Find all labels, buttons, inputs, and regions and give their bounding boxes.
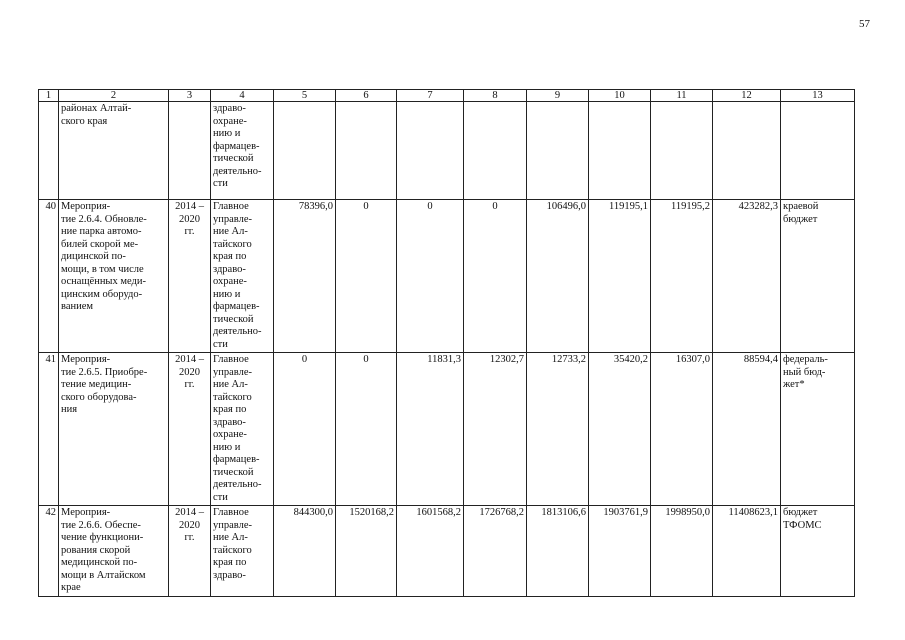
value-col-12 bbox=[713, 102, 781, 200]
value-col-9: 106496,0 bbox=[527, 200, 589, 353]
column-header: 12 bbox=[713, 90, 781, 102]
value-col-8 bbox=[464, 102, 527, 200]
value-col-7 bbox=[397, 102, 464, 200]
value-col-9 bbox=[527, 102, 589, 200]
column-header: 10 bbox=[589, 90, 651, 102]
value-col-7: 0 bbox=[397, 200, 464, 353]
column-header: 7 bbox=[397, 90, 464, 102]
column-header: 5 bbox=[274, 90, 336, 102]
table-row bbox=[39, 200, 855, 353]
value-col-11: 16307,0 bbox=[651, 353, 713, 506]
row-number: 42 bbox=[39, 506, 59, 597]
period bbox=[169, 102, 211, 200]
column-header: 13 bbox=[781, 90, 855, 102]
value-col-10: 119195,1 bbox=[589, 200, 651, 353]
table-row bbox=[39, 102, 855, 200]
table-row bbox=[39, 353, 855, 506]
period: 2014 – 2020 гг. bbox=[169, 200, 211, 353]
funding-source: краевой бюджет bbox=[781, 200, 855, 353]
value-col-5: 844300,0 bbox=[274, 506, 336, 597]
measure-name: Мероприя- тие 2.6.6. Обеспе- чение функциони- рования скорой медицинской по- мощи в Алтайском крае bbox=[59, 506, 169, 597]
column-header: 9 bbox=[527, 90, 589, 102]
measure-name: районах Алтай- ского края bbox=[59, 102, 169, 200]
value-col-8: 1726768,2 bbox=[464, 506, 527, 597]
table-row bbox=[39, 506, 855, 597]
value-col-5: 78396,0 bbox=[274, 200, 336, 353]
column-header: 2 bbox=[59, 90, 169, 102]
funding-source bbox=[781, 102, 855, 200]
value-col-10: 35420,2 bbox=[589, 353, 651, 506]
value-col-9: 1813106,6 bbox=[527, 506, 589, 597]
header-row bbox=[39, 90, 855, 102]
measure-name: Мероприя- тие 2.6.4. Обновле- ние парка автомо- билей скорой ме- дицинской по- мощи, в том числе оснащённых меди- цинским оборудо- ванием bbox=[59, 200, 169, 353]
executor: Главное управле- ние Ал- тайского края по здраво- bbox=[211, 506, 274, 597]
period: 2014 – 2020 гг. bbox=[169, 353, 211, 506]
value-col-7: 1601568,2 bbox=[397, 506, 464, 597]
funding-source: бюджет ТФОМС bbox=[781, 506, 855, 597]
value-col-8: 12302,7 bbox=[464, 353, 527, 506]
value-col-5 bbox=[274, 102, 336, 200]
value-col-10: 1903761,9 bbox=[589, 506, 651, 597]
period: 2014 – 2020 гг. bbox=[169, 506, 211, 597]
value-col-10 bbox=[589, 102, 651, 200]
executor: здраво- охране- нию и фармацев- тической деятельно- сти bbox=[211, 102, 274, 200]
column-header: 11 bbox=[651, 90, 713, 102]
budget-table bbox=[38, 89, 855, 597]
row-number: 41 bbox=[39, 353, 59, 506]
value-col-7: 11831,3 bbox=[397, 353, 464, 506]
funding-source: федераль- ный бюд- жет* bbox=[781, 353, 855, 506]
value-col-6: 0 bbox=[336, 200, 397, 353]
executor: Главное управле- ние Ал- тайского края по здраво- охране- нию и фармацев- тической деятельно- сти bbox=[211, 353, 274, 506]
value-col-5: 0 bbox=[274, 353, 336, 506]
value-col-11: 119195,2 bbox=[651, 200, 713, 353]
value-col-12: 423282,3 bbox=[713, 200, 781, 353]
value-col-12: 88594,4 bbox=[713, 353, 781, 506]
value-col-6 bbox=[336, 102, 397, 200]
value-col-9: 12733,2 bbox=[527, 353, 589, 506]
column-header: 6 bbox=[336, 90, 397, 102]
column-header: 3 bbox=[169, 90, 211, 102]
page-number: 57 bbox=[859, 18, 870, 30]
executor: Главное управле- ние Ал- тайского края по здраво- охране- нию и фармацев- тической деятельно- сти bbox=[211, 200, 274, 353]
measure-name: Мероприя- тие 2.6.5. Приобре- тение медицин- ского оборудова- ния bbox=[59, 353, 169, 506]
value-col-6: 1520168,2 bbox=[336, 506, 397, 597]
row-number bbox=[39, 102, 59, 200]
value-col-11: 1998950,0 bbox=[651, 506, 713, 597]
value-col-12: 11408623,1 bbox=[713, 506, 781, 597]
column-header: 4 bbox=[211, 90, 274, 102]
column-header: 8 bbox=[464, 90, 527, 102]
value-col-6: 0 bbox=[336, 353, 397, 506]
value-col-11 bbox=[651, 102, 713, 200]
value-col-8: 0 bbox=[464, 200, 527, 353]
column-header: 1 bbox=[39, 90, 59, 102]
row-number: 40 bbox=[39, 200, 59, 353]
